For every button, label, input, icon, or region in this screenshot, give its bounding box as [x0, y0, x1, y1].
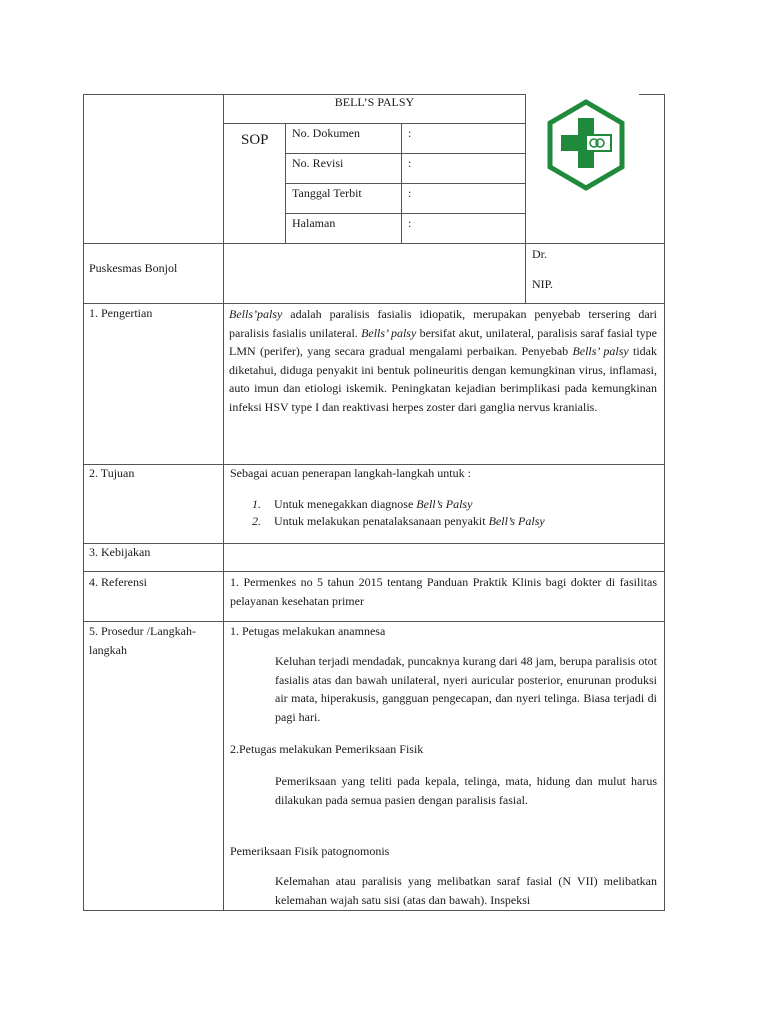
table-border-right — [664, 94, 665, 911]
table-bottom — [83, 910, 665, 911]
referensi-text: 1. Permenkes no 5 tahun 2015 tentang Panduan Praktik Klinis bagi dokter di fasilitas pelayanan kesehatan primer — [230, 575, 657, 608]
prosedur-step3-text: Kelemahan atau paralisis yang melibatkan saraf fasial (N VII) melibatkan kelemahan wajah satu sisi (atas dan bawah). Inspeksi — [275, 874, 657, 907]
field-colon-tanggal-terbit: : — [408, 186, 412, 200]
prosedur-step1-title: 1. Petugas melakukan anamnesa — [230, 624, 386, 638]
row-referensi-top — [83, 571, 665, 572]
prosedur-step1-text: Keluhan terjadi mendadak, puncaknya kurang dari 48 jam, berupa paralisis otot fasialis atas dan bawah unilateral, nyeri auricular posterior, enurunan produksi air mata, hiperakusis, gangguan pengecapan, dan nyeri telinga. Biasa terjadi di pagi hari. — [275, 654, 657, 724]
field-colon-no-dokumen: : — [408, 126, 412, 140]
field-colon-no-revisi: : — [408, 156, 412, 170]
table-border-left — [83, 94, 84, 911]
list-item: 1. Untuk menegakkan diagnose Bell’s Palsy — [252, 497, 473, 511]
document-title: BELL’S PALSY — [334, 95, 415, 109]
term-bells-palsy: Bells’palsy — [229, 307, 283, 321]
field-label-halaman: Halaman — [292, 216, 336, 230]
list-item: 2. Untuk melakukan penatalaksanaan penyakit Bell’s Palsy — [252, 513, 545, 528]
pengertian-text: Bells’palsy adalah paralisis fasialis idiopatik, merupakan penyebab tersering dari paralisis fasialis unilateral. Bells’ palsy bersifat akut, unilateral, paralisis saraf fasial type LMN (perifer), yang secara gradual mengalami perbaikan. Penyebab Bells’ palsy tidak diketahui, diduga penyakit ini bentuk polineuritis dengan kemungkinan virus, inflamasi, auto imun dan etiologi iskemik. Peningkatan kejadian berimplikasi pada kemungkinan infeksi HSV type I dan reaktivasi herpes zoster dari ganglia nervus kranialis. — [229, 307, 657, 414]
table-top-right — [639, 94, 665, 95]
section-label-referensi: 4. Referensi — [89, 575, 147, 589]
field-colon-halaman: : — [408, 216, 412, 230]
sop-label: SOP — [241, 132, 269, 148]
row-org-top — [83, 243, 665, 244]
prosedur-step2-title: 2.Petugas melakukan Pemeriksaan Fisik — [230, 742, 424, 756]
prosedur-step3-title: Pemeriksaan Fisik patognomonis — [230, 844, 390, 858]
section-label-kebijakan: 3. Kebijakan — [89, 545, 151, 559]
org-name: Puskesmas Bonjol — [89, 261, 178, 275]
row-kebijakan-top — [83, 543, 665, 544]
title-underline — [223, 123, 525, 124]
table-border-mid — [223, 94, 224, 911]
header-divider-logo — [525, 94, 526, 243]
tujuan-intro: Sebagai acuan penerapan langkah-langkah untuk : — [230, 466, 471, 480]
prosedur-step2-text: Pemeriksaan yang teliti pada kepala, telinga, mata, hidung dan mulut harus dilakukan pada semua pasien dengan paralisis fasial. — [275, 774, 657, 807]
signatory-dr: Dr. — [532, 247, 547, 261]
tujuan-list — [230, 496, 545, 529]
row-pengertian-top — [83, 303, 665, 304]
puskesmas-cross-logo-icon — [546, 99, 626, 191]
section-label-tujuan: 2. Tujuan — [89, 466, 135, 480]
field-label-no-dokumen: No. Dokumen — [292, 126, 360, 140]
signatory-nip: NIP. — [532, 277, 554, 291]
section-label-prosedur: 5. Prosedur /Langkah-langkah — [89, 624, 196, 657]
field-label-no-revisi: No. Revisi — [292, 156, 344, 170]
org-row-divider — [525, 243, 526, 303]
field-label-tanggal-terbit: Tanggal Terbit — [292, 186, 362, 200]
section-label-pengertian: 1. Pengertian — [89, 306, 153, 320]
